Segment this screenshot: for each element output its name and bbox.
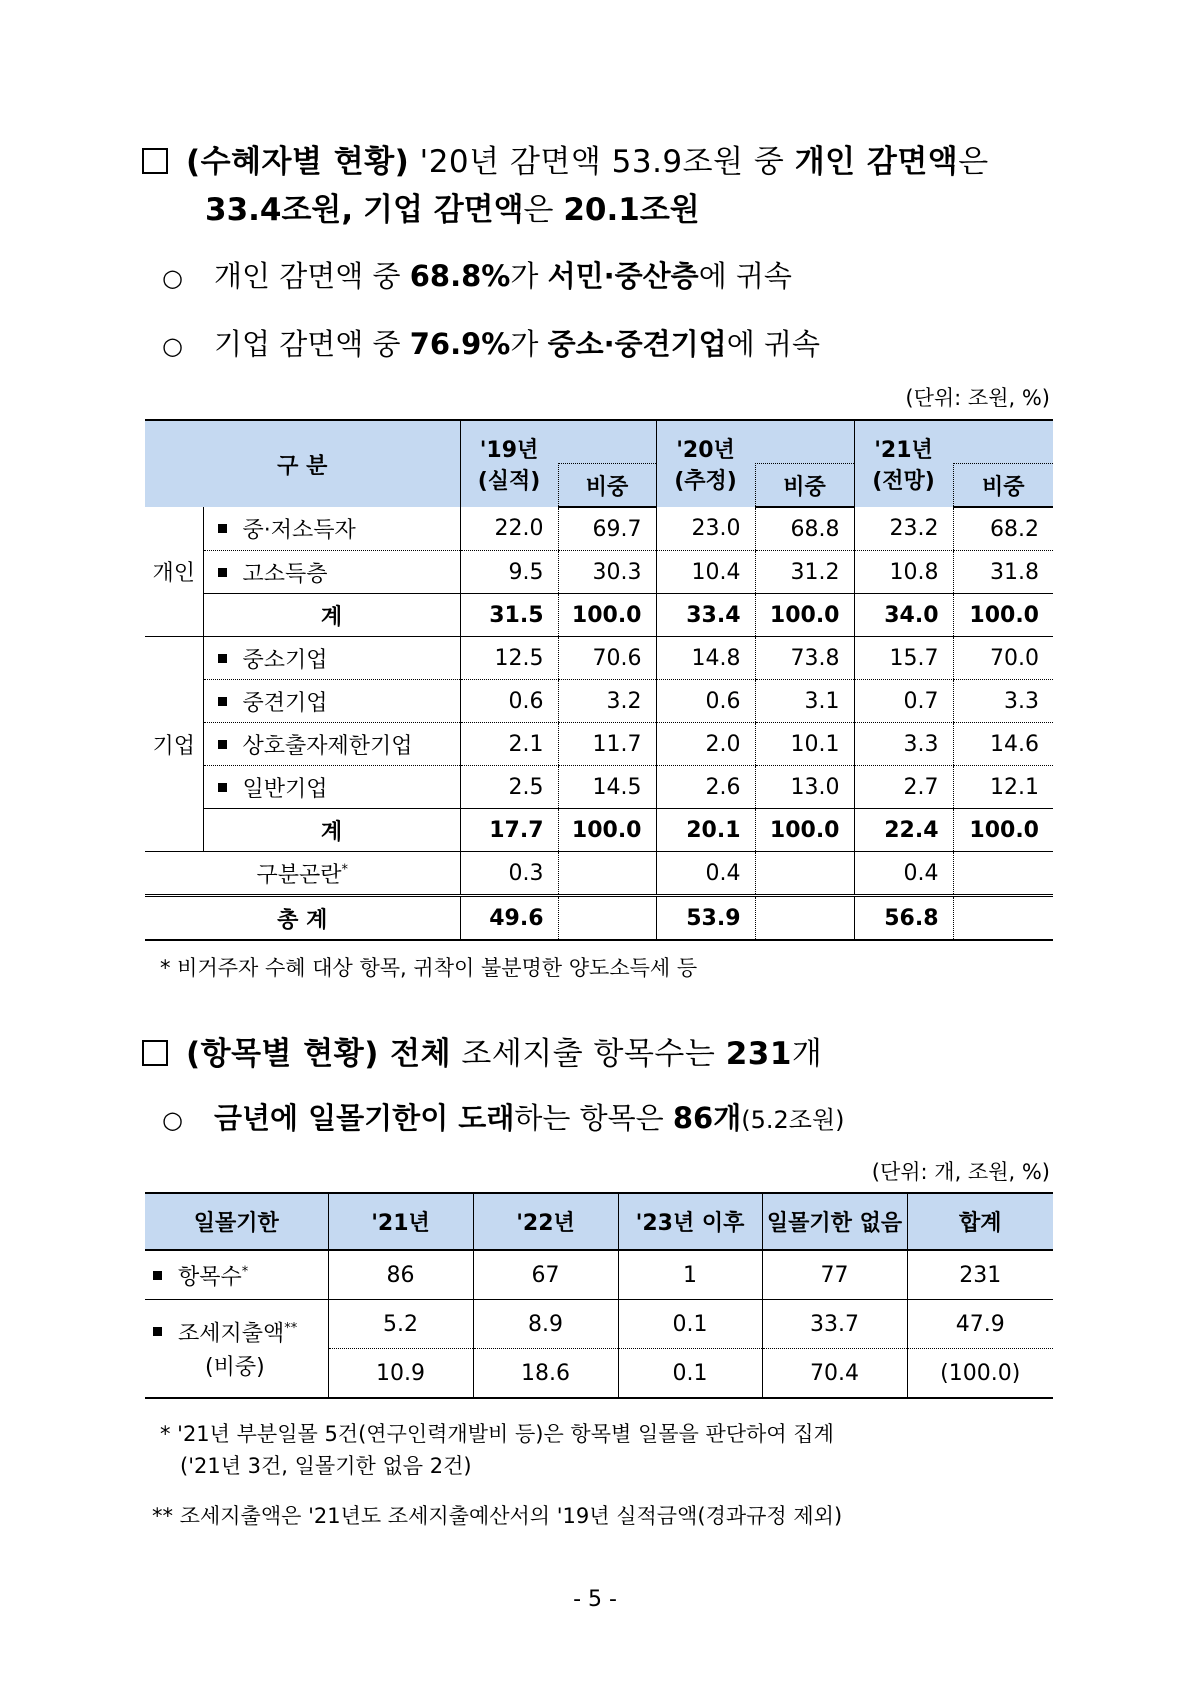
cell: 12.1 — [953, 766, 1053, 809]
cell: 0.4 — [656, 852, 755, 896]
cell: 12.5 — [460, 637, 558, 680]
row-label: 총 계 — [277, 907, 328, 933]
cell: 14.8 — [656, 637, 755, 680]
checkbox-square-icon — [142, 1040, 168, 1066]
cell: 56.8 — [854, 896, 953, 941]
bullet-text: 에 귀속 — [726, 327, 820, 361]
cell: 0.3 — [460, 852, 558, 896]
cell: 15.7 — [854, 637, 953, 680]
square-bullet-icon — [218, 740, 227, 749]
header-share: 비중 — [558, 464, 656, 508]
table-row — [145, 723, 1053, 766]
cell: 100.0 — [755, 594, 854, 637]
header-share: 비중 — [755, 464, 854, 508]
bullet-percent: 68.8% — [409, 259, 511, 293]
heading-suffix: 은 — [958, 144, 989, 180]
cell: 0.1 — [618, 1349, 762, 1399]
cell: 23.0 — [656, 507, 755, 551]
cell: 0.6 — [656, 680, 755, 723]
cell: 67 — [473, 1250, 618, 1300]
header-y19: '19년 (실적) — [460, 420, 558, 507]
header-no-sunset: 일몰기한 없음 — [762, 1193, 907, 1250]
subtotal-row — [145, 809, 1053, 852]
cell: 14.5 — [558, 766, 656, 809]
header-y20: '20년 (추정) — [656, 420, 755, 507]
row-label: 고소득층 — [203, 551, 460, 594]
header-y23-after: '23년 이후 — [618, 1193, 762, 1250]
row-label: 중·저소득자 — [203, 507, 460, 551]
cell: 20.1 — [656, 809, 755, 852]
section2-heading — [142, 1028, 822, 1073]
bullet-corporate — [162, 322, 820, 363]
header-category: 구 분 — [145, 420, 460, 507]
header-share: 비중 — [953, 464, 1053, 508]
square-bullet-icon — [218, 654, 227, 663]
cell: 100.0 — [558, 809, 656, 852]
page-number: - 5 - — [573, 1587, 617, 1612]
cell: 0.4 — [854, 852, 953, 896]
table-row — [145, 1250, 1053, 1300]
cell: 68.2 — [953, 507, 1053, 551]
square-bullet-icon — [218, 568, 227, 577]
cell: 3.2 — [558, 680, 656, 723]
bullet-count: 86개 — [672, 1101, 742, 1135]
row-label: 구분곤란* — [145, 852, 460, 896]
cell: 8.9 — [473, 1300, 618, 1349]
bullet-text: 개인 감면액 중 — [214, 259, 401, 293]
cell: 18.6 — [473, 1349, 618, 1399]
section1-heading — [142, 136, 989, 181]
cell: 100.0 — [755, 809, 854, 852]
cell — [755, 896, 854, 941]
cell: 9.5 — [460, 551, 558, 594]
cell: 34.0 — [854, 594, 953, 637]
cell: 2.7 — [854, 766, 953, 809]
row-label: 계 — [203, 809, 460, 852]
header-y21: '21년 (전망) — [854, 420, 953, 507]
row-label: 상호출자제한기업 — [203, 723, 460, 766]
cell: 3.1 — [755, 680, 854, 723]
table-row — [145, 1300, 1053, 1349]
heading-suffix: 개 — [791, 1036, 823, 1072]
personal-amount: 33.4조원, — [205, 192, 354, 228]
group-personal: 개인 — [145, 507, 203, 637]
subtotal-row — [145, 594, 1053, 637]
cell: 2.5 — [460, 766, 558, 809]
heading-count: 231 — [725, 1036, 792, 1072]
table1-footnote: * 비거주자 수혜 대상 항목, 귀착이 불분명한 양도소득세 등 — [160, 956, 698, 980]
cell: 31.8 — [953, 551, 1053, 594]
circle-bullet-icon: ○ — [162, 1106, 183, 1134]
cell: 3.3 — [854, 723, 953, 766]
table2-footnote1-cont: ('21년 3건, 일몰기한 없음 2건) — [180, 1454, 472, 1478]
cell: 2.0 — [656, 723, 755, 766]
corporate-label: 기업 감면액 — [363, 192, 524, 228]
bullet-text: 에 귀속 — [698, 259, 792, 293]
cell — [953, 852, 1053, 896]
square-bullet-icon — [218, 697, 227, 706]
heading-text: 조세지출 항목수는 — [461, 1036, 716, 1072]
cell: 0.7 — [854, 680, 953, 723]
cell: 1 — [618, 1250, 762, 1300]
circle-bullet-icon: ○ — [162, 264, 183, 292]
cell: 68.8 — [755, 507, 854, 551]
bullet-sunset — [162, 1096, 845, 1137]
row-label: 항목수* — [145, 1250, 328, 1300]
cell — [558, 896, 656, 941]
bullet-amount: (5.2조원) — [741, 1106, 845, 1134]
cell: 23.2 — [854, 507, 953, 551]
cell: 11.7 — [558, 723, 656, 766]
beneficiary-table — [145, 419, 1053, 941]
table-row — [145, 852, 1053, 896]
cell: 2.6 — [656, 766, 755, 809]
table1-unit: (단위: 조원, %) — [905, 386, 1050, 410]
row-label: 일반기업 — [203, 766, 460, 809]
square-bullet-icon — [218, 783, 227, 792]
cell: 33.4 — [656, 594, 755, 637]
corporate-amount: 20.1조원 — [563, 192, 700, 228]
cell: 3.3 — [953, 680, 1053, 723]
bullet-bold: 중소·중견기업 — [547, 327, 727, 361]
cell: 2.1 — [460, 723, 558, 766]
heading-prefix: (수혜자별 현황) — [186, 144, 410, 180]
bullet-bold: 금년에 일몰기한이 도래 — [214, 1101, 515, 1135]
cell: 14.6 — [953, 723, 1053, 766]
header-total: 합계 — [907, 1193, 1053, 1250]
row-label: 중견기업 — [203, 680, 460, 723]
cell: 70.6 — [558, 637, 656, 680]
cell: 0.6 — [460, 680, 558, 723]
table2-unit: (단위: 개, 조원, %) — [871, 1160, 1050, 1184]
table2-footnote2: ** 조세지출액은 '21년도 조세지출예산서의 '19년 실적금액(경과규정 제외) — [152, 1504, 843, 1528]
bullet-personal — [162, 254, 792, 295]
cell: 10.1 — [755, 723, 854, 766]
particle: 은 — [523, 192, 554, 228]
total-row — [145, 896, 1053, 941]
cell: 73.8 — [755, 637, 854, 680]
cell: 100.0 — [953, 594, 1053, 637]
table-row — [145, 507, 1053, 551]
square-bullet-icon — [218, 524, 227, 533]
cell: 17.7 — [460, 809, 558, 852]
table-row — [145, 766, 1053, 809]
header-y22: '22년 — [473, 1193, 618, 1250]
bullet-text: 기업 감면액 중 — [214, 327, 401, 361]
cell: 22.4 — [854, 809, 953, 852]
cell: 70.0 — [953, 637, 1053, 680]
cell: (100.0) — [907, 1349, 1053, 1399]
cell: 31.2 — [755, 551, 854, 594]
cell: 100.0 — [558, 594, 656, 637]
row-label: 중소기업 — [203, 637, 460, 680]
cell: 77 — [762, 1250, 907, 1300]
cell: 33.7 — [762, 1300, 907, 1349]
bullet-text: 하는 항목은 — [514, 1101, 664, 1135]
group-corporate: 기업 — [145, 637, 203, 852]
cell: 53.9 — [656, 896, 755, 941]
cell: 100.0 — [953, 809, 1053, 852]
cell: 13.0 — [755, 766, 854, 809]
cell: 86 — [328, 1250, 473, 1300]
sunset-table — [145, 1192, 1053, 1399]
section1-heading-line2 — [205, 184, 700, 229]
cell: 30.3 — [558, 551, 656, 594]
bullet-bold: 서민·중산층 — [547, 259, 699, 293]
cell — [953, 896, 1053, 941]
bullet-text: 가 — [510, 327, 539, 361]
row-label: 조세지출액** (비중) — [145, 1300, 328, 1399]
table2-footnote1: * '21년 부분일몰 5건(연구인력개발비 등)은 항목별 일몰을 판단하여 집계 — [160, 1422, 834, 1446]
heading-bold: 개인 감면액 — [794, 144, 959, 180]
cell: 10.9 — [328, 1349, 473, 1399]
circle-bullet-icon: ○ — [162, 332, 183, 360]
header-sunset: 일몰기한 — [145, 1193, 328, 1250]
cell: 10.8 — [854, 551, 953, 594]
cell: 5.2 — [328, 1300, 473, 1349]
row-label: 계 — [203, 594, 460, 637]
heading-text: '20년 감면액 53.9조원 중 — [419, 144, 785, 180]
cell: 47.9 — [907, 1300, 1053, 1349]
table-row — [145, 551, 1053, 594]
table-row — [145, 637, 1053, 680]
cell: 49.6 — [460, 896, 558, 941]
cell: 10.4 — [656, 551, 755, 594]
cell: 0.1 — [618, 1300, 762, 1349]
cell: 231 — [907, 1250, 1053, 1300]
bullet-text: 가 — [510, 259, 539, 293]
square-bullet-icon — [153, 1271, 162, 1280]
cell: 31.5 — [460, 594, 558, 637]
cell: 70.4 — [762, 1349, 907, 1399]
checkbox-square-icon — [142, 148, 168, 174]
square-bullet-icon — [153, 1327, 162, 1336]
heading-bold: (항목별 현황) 전체 — [186, 1036, 452, 1072]
cell: 69.7 — [558, 507, 656, 551]
cell: 22.0 — [460, 507, 558, 551]
header-y21: '21년 — [328, 1193, 473, 1250]
bullet-percent: 76.9% — [409, 327, 511, 361]
cell — [558, 852, 656, 896]
table-row — [145, 680, 1053, 723]
cell — [755, 852, 854, 896]
